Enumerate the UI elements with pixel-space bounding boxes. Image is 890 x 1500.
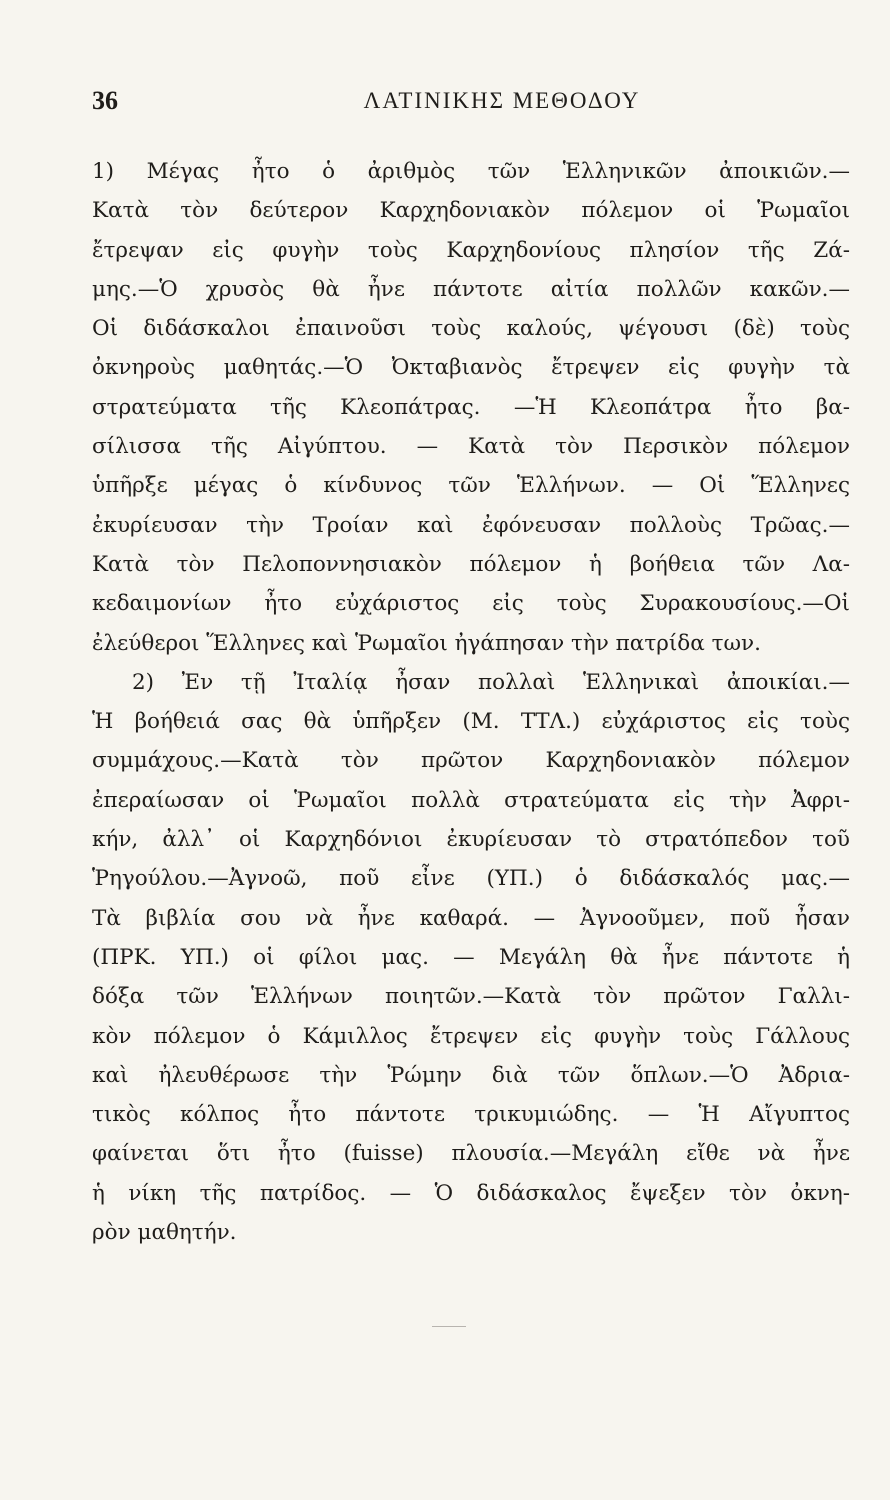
- text-line: καὶ ἠλευθέρωσε τὴν Ῥώμην διὰ τῶν ὅπλων.—Ὁ Ἀδρια-: [92, 1062, 850, 1088]
- text-line: Ἡ βοήθειά σας θὰ ὑπῆρξεν (Μ. ΤΤΛ.) εὐχάριστος εἰς τοὺς: [92, 709, 850, 735]
- page-header: [92, 86, 852, 122]
- text-line: κὸν πόλεμον ὁ Κάμιλλος ἔτρεψεν εἰς φυγὴν τοὺς Γάλλους: [92, 1023, 850, 1049]
- text-line: Οἱ διδάσκαλοι ἐπαινοῦσι τοὺς καλούς, ψέγουσι (δὲ) τοὺς: [92, 316, 850, 342]
- running-title: ΛΑΤΙΝΙΚΗΣ ΜΕΘΟΔΟΥ: [363, 88, 641, 113]
- text-line: ρὸν μαθητήν.: [92, 1220, 237, 1246]
- page-number: 36: [92, 86, 118, 115]
- text-line: Κατὰ τὸν δεύτερον Καρχηδονιακὸν πόλεμον οἱ Ῥωμαῖοι: [92, 198, 850, 224]
- text-line: δόξα τῶν Ἑλλήνων ποιητῶν.—Κατὰ τὸν πρῶτον Γαλλι-: [92, 984, 850, 1010]
- section-rule: [432, 1326, 466, 1327]
- text-line: ἡ νίκη τῆς πατρίδος. — Ὁ διδάσκαλος ἔψεξεν τὸν ὀκνη-: [92, 1180, 850, 1206]
- text-line: κεδαιμονίων ἦτο εὐχάριστος εἰς τοὺς Συρακουσίους.—Οἱ: [92, 591, 850, 617]
- text-line: ἔτρεψαν εἰς φυγὴν τοὺς Καρχηδονίους πλησίον τῆς Ζά-: [92, 237, 850, 263]
- text-line: στρατεύματα τῆς Κλεοπάτρας. —Ἡ Κλεοπάτρα ἦτο βα-: [92, 394, 850, 420]
- text-line: Κατὰ τὸν Πελοποννησιακὸν πόλεμον ἡ βοήθεια τῶν Λα-: [92, 551, 850, 577]
- text-line: φαίνεται ὅτι ἦτο (fuisse) πλουσία.—Μεγάλη εἴθε νὰ ἦνε: [92, 1141, 850, 1167]
- text-line: ὀκνηροὺς μαθητάς.—Ὁ Ὀκταβιανὸς ἔτρεψεν εἰς φυγὴν τὰ: [92, 355, 850, 381]
- text-line: σίλισσα τῆς Αἰγύπτου. — Κατὰ τὸν Περσικὸν πόλεμον: [92, 434, 850, 460]
- text-line: συμμάχους.—Κατὰ τὸν πρῶτον Καρχηδονιακὸν πόλεμον: [92, 748, 850, 774]
- text-line: κήν, ἀλλ᾽ οἱ Καρχηδόνιοι ἐκυρίευσαν τὸ στρατόπεδον τοῦ: [92, 827, 850, 853]
- text-line: Ῥηγούλου.—Ἀγνοῶ, ποῦ εἶνε (ΥΠ.) ὁ διδάσκαλός μας.—: [92, 866, 850, 892]
- text-line: τικὸς κόλπος ἦτο πάντοτε τρικυμιώδης. — Ἡ Αἴγυπτος: [92, 1102, 850, 1128]
- text-line: 1) Μέγας ἦτο ὁ ἀριθμὸς τῶν Ἑλληνικῶν ἀποικιῶν.—: [92, 159, 850, 184]
- text-line: ὑπῆρξε μέγας ὁ κίνδυνος τῶν Ἑλλήνων. — Οἱ Ἕλληνες: [92, 473, 850, 499]
- exercise-text: [92, 152, 850, 1252]
- text-line: ἐλεύθεροι Ἕλληνες καὶ Ῥωμαῖοι ἠγάπησαν τὴν πατρίδα των.: [92, 630, 761, 656]
- text-line: ἐπεραίωσαν οἱ Ῥωμαῖοι πολλὰ στρατεύματα εἰς τὴν Ἀφρι-: [92, 787, 850, 813]
- text-line: ἐκυρίευσαν τὴν Τροίαν καὶ ἐφόνευσαν πολλοὺς Τρῶας.—: [92, 512, 850, 538]
- text-line: Τὰ βιβλία σου νὰ ἦνε καθαρά. — Ἀγνοοῦμεν, ποῦ ἦσαν: [92, 905, 850, 931]
- text-line: μης.—Ὁ χρυσὸς θὰ ἦνε πάντοτε αἰτία πολλῶν κακῶν.—: [92, 276, 850, 302]
- text-line: (ΠΡΚ. ΥΠ.) οἱ φίλοι μας. — Μεγάλη θὰ ἦνε πάντοτε ἡ: [92, 944, 850, 970]
- text-line: 2) Ἐν τῇ Ἰταλίᾳ ἦσαν πολλαὶ Ἑλληνικαὶ ἀποικίαι.—: [132, 669, 850, 695]
